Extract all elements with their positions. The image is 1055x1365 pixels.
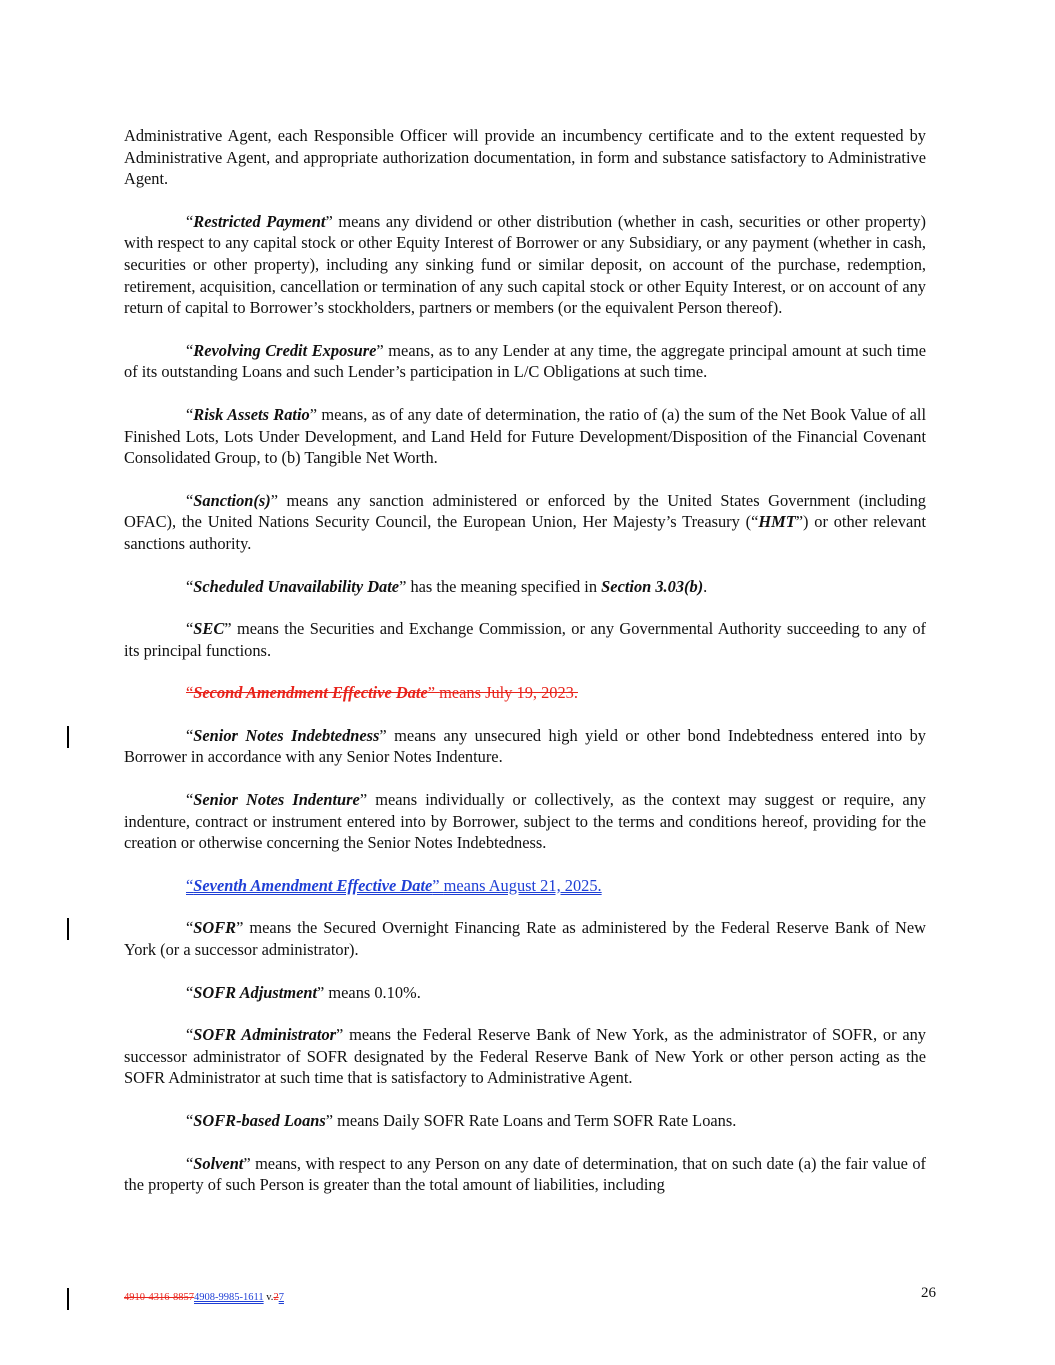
defined-term: SOFR (193, 918, 237, 938)
document-id: 4910-4316-88574908-9985-1611 v.27 (124, 1292, 284, 1303)
defined-term: SOFR Adjustment (193, 982, 318, 1002)
defined-term: Sanction(s) (193, 490, 271, 510)
change-bar-deleted (67, 726, 69, 748)
definition-sofr: “SOFR” means the Secured Overnight Financing Rate as administered by the Federal Reserve Bank of New York (or a successor administrator). (124, 918, 927, 960)
inserted-text: “Seventh Amendment Effective Date” means August 21, 2025. (186, 875, 602, 895)
section-reference: Section 3.03(b) (601, 576, 704, 596)
defined-term: Restricted Payment (193, 211, 326, 231)
change-bar-inserted (67, 918, 69, 940)
definition-senior-notes-indebtedness: “Senior Notes Indebtedness” means any unsecured high yield or other bond Indebtedness entered into by Borrower in accordance with any Senior Notes Indenture. (124, 725, 926, 767)
defined-term: SOFR Administrator (193, 1025, 337, 1045)
definition-sec: “SEC” means the Securities and Exchange Commission, or any Governmental Authority succeeding to any of its principal functions. (124, 619, 927, 660)
defined-term: Revolving Credit Exposure (193, 340, 377, 360)
defined-term: Scheduled Unavailability Date (193, 576, 400, 596)
paragraph-continuation: Administrative Agent, each Responsible Officer will provide an incumbency certificate and to the extent requested by Administrative Agent, and appropriate authorization documentation, in form and substance satisfactory to Administrative Agent. (124, 126, 926, 189)
definition-seventh-amendment-inserted (124, 875, 926, 897)
version-deleted: 2 (273, 1292, 279, 1303)
definition-scheduled-unavailability-date: “Scheduled Unavailability Date” has the meaning specified in Section 3.03(b). (186, 576, 708, 596)
defined-term: Senior Notes Indenture (193, 790, 360, 810)
document-body (124, 125, 926, 1217)
definition-senior-notes-indenture: “Senior Notes Indenture” means individually or collectively, as the context may suggest or require, any indenture, contract or instrument entered into by Borrower, subject to the terms and conditions hereof, providing for the creation or otherwise concerning the Senior Notes Indebtedness. (124, 790, 926, 853)
definition-risk-assets-ratio: “Risk Assets Ratio” means, as of any date of determination, the ratio of (a) the sum of the Net Book Value of all Finished Lots, Lots Under Development, and Land Held for Future Development/Disposition of the Financial Covenant Consolidated Group, to (b) Tangible Net Worth. (124, 404, 926, 468)
deleted-text: “Second Amendment Effective Date” means July 19, 2023. (186, 683, 578, 703)
page-number: 26 (921, 1285, 936, 1301)
doc-id-deleted: 4910-4316-8857 (124, 1292, 194, 1303)
defined-term: SOFR-based Loans (193, 1111, 326, 1130)
defined-term-hmt: HMT (758, 512, 796, 532)
doc-id-inserted: 4908-9985-1611 (194, 1292, 264, 1303)
definition-sofr-administrator: “SOFR Administrator” means the Federal Reserve Bank of New York, as the administrator of SOFR, or any successor administrator of SOFR designated by the Federal Reserve Bank of New York or other person acting as the SOFR Administrator at such time that is satisfactory to Administrative Agent. (124, 1025, 926, 1088)
version-inserted: 7 (278, 1292, 284, 1303)
definition-sanctions: “Sanction(s)” means any sanction administered or enforced by the United States Government (including OFAC), the United Nations Security Council, the European Union, Her Majesty’s Treasury (“HMT”) or other relevant sanctions authority. (124, 490, 927, 553)
definition-solvent: “Solvent” means, with respect to any Person on any date of determination, that on such date (a) the fair value of the property of such Person is greater than the total amount of liabilities, including (124, 1153, 926, 1195)
change-bar-footer (67, 1288, 69, 1310)
defined-term: SEC (193, 619, 225, 639)
definition-sofr-based-loans: “SOFR-based Loans” means Daily SOFR Rate Loans and Term SOFR Rate Loans. (186, 1111, 737, 1130)
definition-second-amendment-deleted (124, 682, 926, 704)
definition-restricted-payment: “Restricted Payment” means any dividend or other distribution (whether in cash, securities or other property) with respect to any capital stock or other Equity Interest of Borrower or any Subsidiary, or any payment (whether in cash, securities or other property), including any sinking fund or similar deposit, on account of the purchase, redemption, retirement, acquisition, cancellation or termination of any such capital stock or other Equity Interest, or on account of any return of capital to Borrower’s stockholders, partners or members (or the equivalent Person thereof). (124, 211, 927, 318)
definition-sofr-adjustment: “SOFR Adjustment” means 0.10%. (186, 982, 421, 1002)
defined-term: Senior Notes Indebtedness (193, 725, 380, 745)
defined-term: Risk Assets Ratio (193, 404, 310, 424)
defined-term: Solvent (193, 1153, 244, 1173)
definition-revolving-credit-exposure: “Revolving Credit Exposure” means, as to any Lender at any time, the aggregate principal amount at such time of its outstanding Loans and such Lender’s participation in L/C Obligations at such time. (124, 340, 927, 382)
